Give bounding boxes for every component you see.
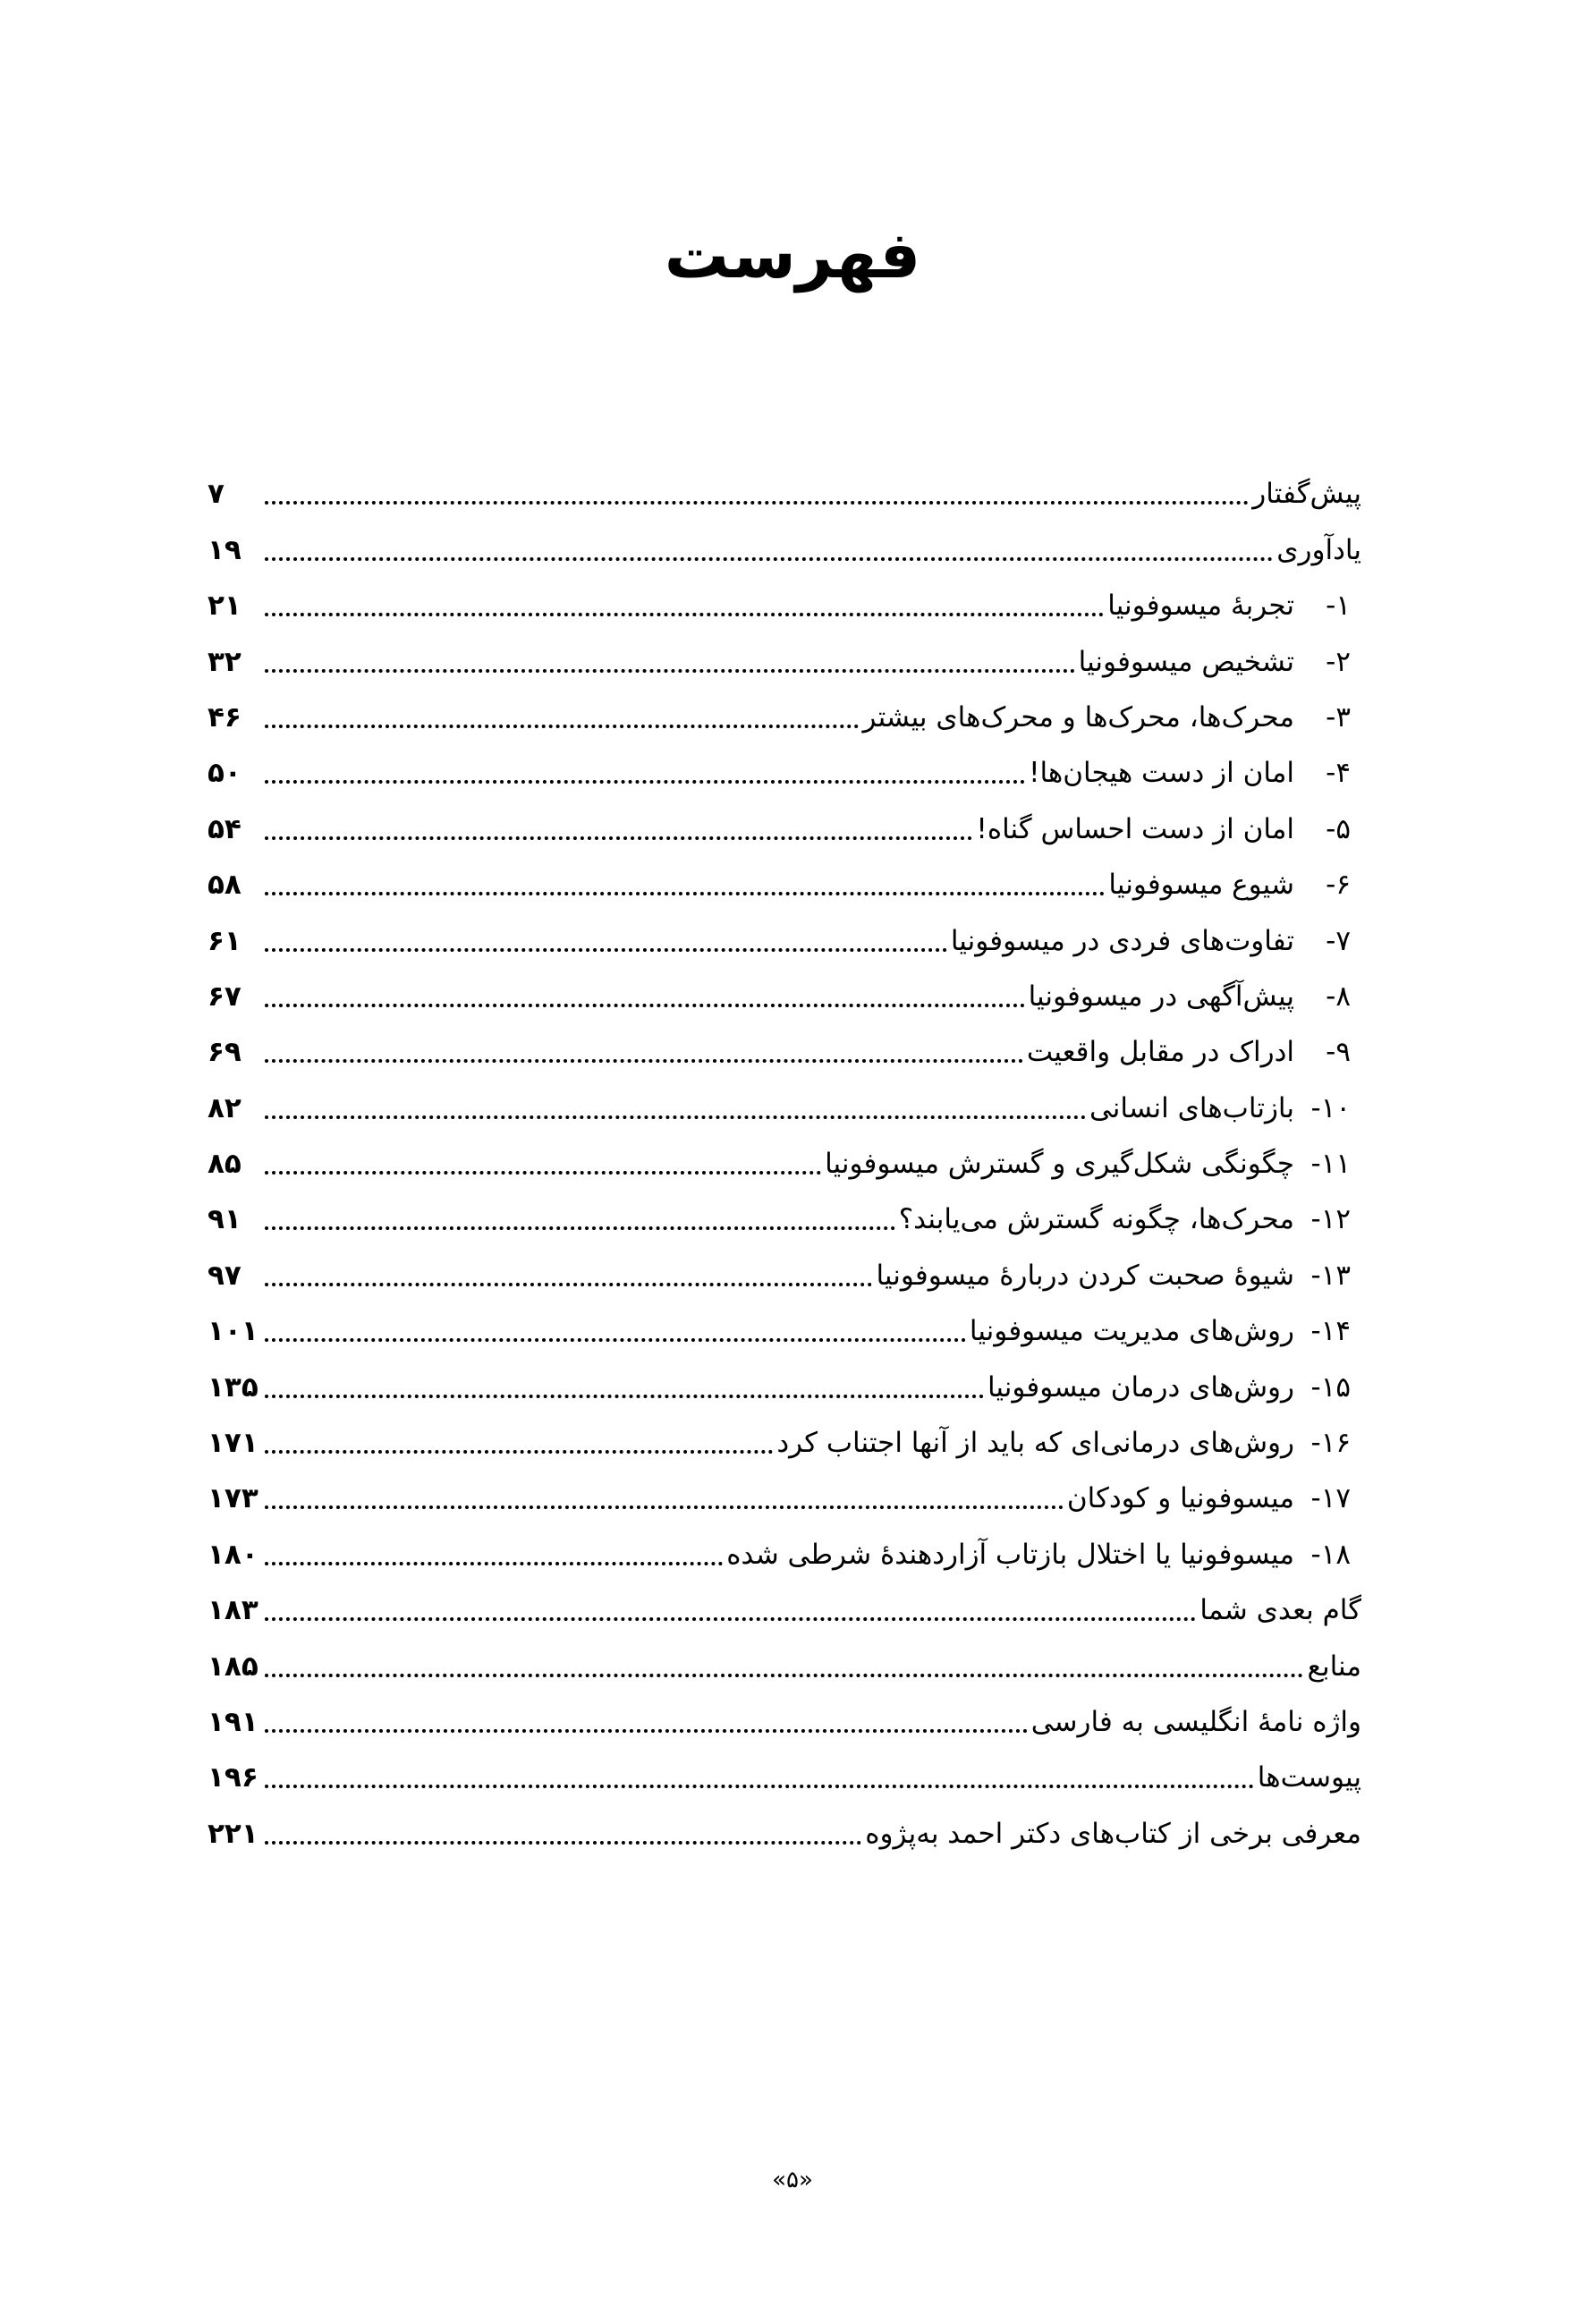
toc-entry-number: ۹- — [1326, 1036, 1351, 1069]
dot-leader — [265, 892, 1105, 895]
toc-entry — [208, 1126, 1361, 1182]
dot-leader — [265, 948, 947, 952]
toc-entry-title: پیش‌آگهی در میسوفونیا — [1028, 980, 1294, 1013]
toc-entry — [208, 1070, 1361, 1125]
toc-entry-number: ۷- — [1326, 924, 1351, 957]
toc-entry-number: ۱۰- — [1310, 1091, 1351, 1124]
toc-entry-number: ۱۷- — [1310, 1482, 1351, 1515]
toc-entry — [208, 735, 1361, 791]
dot-leader — [265, 1785, 1254, 1788]
toc-entry-number: ۵- — [1326, 812, 1351, 845]
toc-entry — [208, 1237, 1361, 1293]
toc-entry — [208, 959, 1361, 1014]
toc-entry-number: ۱۵- — [1310, 1370, 1351, 1404]
toc-entry-title: چگونگی شکل‌گیری و گسترش میسوفونیا — [825, 1148, 1294, 1181]
toc-entry-title: معرفی برخی از کتاب‌های دکتر احمد به‌پژوه — [865, 1817, 1361, 1850]
page-title: فهرست — [664, 217, 921, 293]
toc-entry — [208, 1684, 1361, 1740]
toc-entry-page: ۸۵ — [208, 1148, 242, 1181]
toc-entry-title: تفاوت‌های فردی در میسوفونیا — [950, 924, 1294, 957]
dot-leader — [265, 1338, 966, 1342]
dot-leader — [265, 725, 859, 728]
dot-leader — [265, 669, 1075, 673]
toc-entry — [208, 903, 1361, 958]
toc-entry-title: گام بعدی شما — [1199, 1594, 1361, 1627]
toc-entry-page: ۲۱ — [208, 589, 242, 623]
toc-entry-page: ۶۹ — [208, 1036, 242, 1069]
toc-entry-page: ۸۲ — [208, 1091, 242, 1124]
toc-entry-title: پیوست‌ها — [1257, 1761, 1361, 1794]
toc-entry — [208, 1573, 1361, 1628]
dot-leader — [265, 1226, 895, 1230]
dot-leader — [265, 501, 1249, 505]
toc-entry — [208, 1740, 1361, 1795]
toc-entry-number: ۴- — [1326, 757, 1351, 790]
toc-entry-title: منابع — [1307, 1650, 1361, 1683]
dot-leader — [265, 836, 972, 840]
toc-entry-number: ۱۴- — [1310, 1315, 1351, 1348]
toc-entry-number: ۳- — [1326, 700, 1351, 734]
toc-entry-page: ۱۹۱ — [208, 1705, 259, 1738]
dot-leader — [265, 1059, 1023, 1063]
toc-entry-title: شیوهٔ صحبت کردن دربارهٔ میسوفونیا — [876, 1259, 1294, 1292]
toc-entry-page: ۱۷۳ — [208, 1482, 259, 1515]
toc-entry-title: امان از دست هیجان‌ها! — [1029, 757, 1294, 790]
toc-entry — [208, 1461, 1361, 1516]
toc-entry-number: ۱۲- — [1310, 1203, 1351, 1236]
toc-entry-page: ۱۸۵ — [208, 1650, 259, 1683]
toc-entry — [208, 456, 1361, 512]
toc-entry-number: ۱۸- — [1310, 1538, 1351, 1571]
toc-entry — [208, 1628, 1361, 1684]
toc-entry-title: یادآوری — [1276, 533, 1361, 566]
page-number: «۵» — [772, 2167, 813, 2193]
toc-entry-page: ۱۹ — [208, 533, 242, 566]
toc-entry-page: ۱۳۵ — [208, 1370, 259, 1404]
dot-leader — [265, 1171, 821, 1175]
toc-entry-title: روش‌های درمان میسوفونیا — [987, 1370, 1294, 1404]
toc-entry-title: تشخیص میسوفونیا — [1078, 645, 1294, 678]
toc-entry-title: بازتاب‌های انسانی — [1089, 1091, 1294, 1124]
toc-entry — [208, 1405, 1361, 1461]
toc-entry-number: ۸- — [1326, 980, 1351, 1013]
toc-entry-number: ۱۶- — [1310, 1427, 1351, 1460]
toc-entry-title: محرک‌ها، محرک‌ها و محرک‌های بیشتر — [862, 700, 1294, 734]
dot-leader — [265, 1562, 723, 1565]
toc-entry — [208, 1182, 1361, 1237]
toc-entry-title: محرک‌ها، چگونه گسترش می‌یابند؟ — [898, 1203, 1294, 1236]
toc-entry-number: ۲- — [1326, 645, 1351, 678]
dot-leader — [265, 1506, 1064, 1509]
toc-entry — [208, 1795, 1361, 1851]
toc-entry-number: ۱۳- — [1310, 1259, 1351, 1292]
toc-entry-title: روش‌های مدیریت میسوفونیا — [969, 1315, 1294, 1348]
toc-entry-title: واژه نامهٔ انگلیسی به فارسی — [1030, 1705, 1361, 1738]
toc-entry-page: ۵۴ — [208, 812, 242, 845]
toc-entry-page: ۶۷ — [208, 980, 242, 1013]
toc-entry-number: ۱- — [1326, 589, 1351, 623]
toc-entry-page: ۱۷۱ — [208, 1427, 259, 1460]
toc-entry-page: ۵۸ — [208, 869, 242, 902]
dot-leader — [265, 557, 1273, 561]
toc-entry — [208, 1516, 1361, 1572]
table-of-contents — [208, 456, 1361, 1852]
toc-entry-number: ۱۱- — [1310, 1148, 1351, 1181]
dot-leader — [265, 1617, 1196, 1621]
toc-entry — [208, 568, 1361, 623]
toc-entry-page: ۶۱ — [208, 924, 242, 957]
dot-leader — [265, 1674, 1303, 1677]
toc-entry — [208, 512, 1361, 567]
dot-leader — [265, 1004, 1025, 1007]
toc-entry-title: تجربهٔ میسوفونیا — [1107, 589, 1294, 623]
dot-leader — [265, 780, 1025, 784]
toc-entry-page: ۴۶ — [208, 700, 242, 734]
toc-entry-title: شیوع میسوفونیا — [1108, 869, 1294, 902]
toc-entry-page: ۱۸۰ — [208, 1538, 259, 1571]
toc-entry — [208, 1014, 1361, 1070]
toc-entry-page: ۹۱ — [208, 1203, 242, 1236]
toc-entry-title: روش‌های درمانی‌ای که باید از آنها اجتناب کرد — [776, 1427, 1294, 1460]
toc-entry-title: ادراک در مقابل واقعیت — [1026, 1036, 1294, 1069]
dot-leader — [265, 1395, 984, 1398]
dot-leader — [265, 1729, 1028, 1733]
toc-entry-page: ۱۸۳ — [208, 1594, 259, 1627]
toc-entry-page: ۷ — [208, 478, 225, 511]
toc-entry — [208, 623, 1361, 679]
toc-entry — [208, 680, 1361, 735]
toc-entry-page: ۹۷ — [208, 1259, 242, 1292]
toc-entry-page: ۳۲ — [208, 645, 242, 678]
dot-leader — [265, 1283, 872, 1286]
toc-entry-page: ۱۹۶ — [208, 1761, 259, 1794]
toc-entry-number: ۶- — [1326, 869, 1351, 902]
dot-leader — [265, 1841, 861, 1845]
toc-entry-page: ۲۲۱ — [208, 1817, 259, 1850]
toc-entry — [208, 1349, 1361, 1404]
dot-leader — [265, 1115, 1086, 1119]
toc-entry — [208, 1293, 1361, 1349]
toc-entry-page: ۵۰ — [208, 757, 242, 790]
dot-leader — [265, 1450, 773, 1454]
toc-entry-title: میسوفونیا یا اختلال بازتاب آزاردهندهٔ شرطی شده — [726, 1538, 1294, 1571]
toc-entry — [208, 847, 1361, 903]
toc-entry-title: میسوفونیا و کودکان — [1066, 1482, 1294, 1515]
toc-entry-title: پیش‌گفتار — [1252, 478, 1361, 511]
dot-leader — [265, 613, 1104, 616]
toc-entry — [208, 791, 1361, 846]
toc-entry-page: ۱۰۱ — [208, 1315, 259, 1348]
toc-entry-title: امان از دست احساس گناه! — [976, 812, 1294, 845]
